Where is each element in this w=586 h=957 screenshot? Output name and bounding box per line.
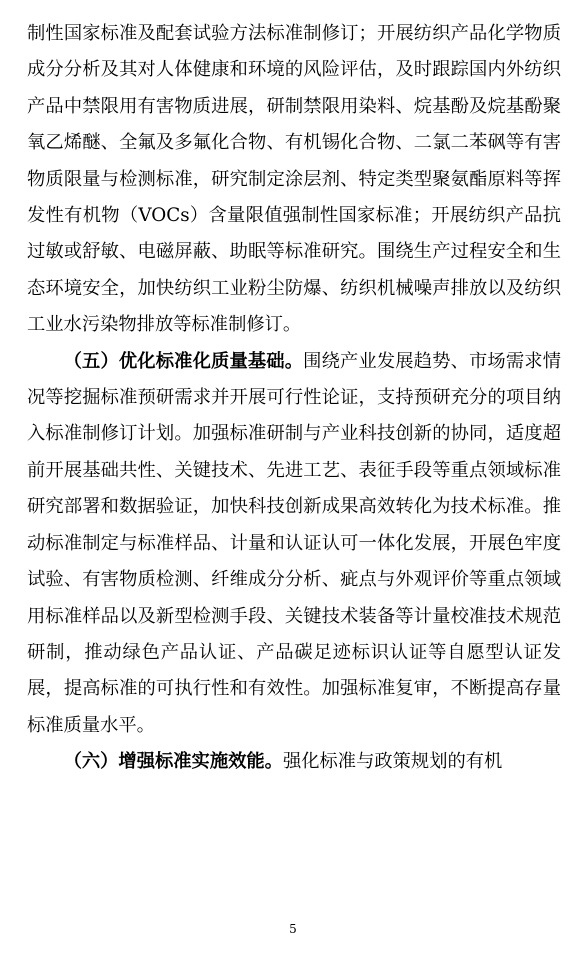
paragraph-text: 制性国家标准及配套试验方法标准制修订；开展纺织产品化学物质成分分析及其对人体健康和环境的风险评估，及时跟踪国内外纺织产品中禁限用有害物质进展，研制禁限用染料、烷基酚及烷基酚聚氧乙烯醚、全氟及多氟化合物、有机锡化合物、二氯二苯砜等有害物质限量与检测标准，研究制定涂层剂、特定类型聚氨酯原料等挥发性有机物（VOCs）含量限值强制性国家标准；开展纺织产品抗过敏或舒敏、电磁屏蔽、助眠等标准研究。围绕生产过程安全和生态环境安全，加快纺织工业粉尘防爆、纺织机械噪声排放以及纺织工业水污染物排放等标准制修订。 bbox=[27, 23, 561, 336]
paragraph-section-5 bbox=[27, 344, 561, 744]
section-heading-6: （六）增强标准实施效能。 bbox=[63, 751, 283, 773]
paragraph-text: 围绕产业发展趋势、市场需求情况等挖掘标准预研需求并开展可行性论证，支持预研充分的项目纳入标准制修订计划。加强标准研制与产业科技创新的协同，适度超前开展基础共性、关键技术、先进工艺、表征手段等重点领域标准研究部署和数据验证，加快科技创新成果高效转化为技术标准。推动标准制定与标准样品、计量和认证认可一体化发展，开展色牢度试验、有害物质检测、纤维成分分析、疵点与外观评价等重点领域用标准样品以及新型检测手段、关键技术装备等计量校准技术规范研制，推动绿色产品认证、产品碳足迹标识认证等自愿型认证发展，提高标准的可执行性和有效性。加强标准复审，不断提高存量标准质量水平。 bbox=[27, 350, 561, 736]
section-heading-5: （五）优化标准化质量基础。 bbox=[63, 350, 304, 372]
paragraph-section-6 bbox=[27, 744, 561, 780]
document-body bbox=[27, 16, 561, 781]
paragraph-continuation bbox=[27, 16, 561, 344]
page-number: 5 bbox=[289, 922, 297, 936]
paragraph-text: 强化标准与政策规划的有机 bbox=[282, 751, 503, 773]
